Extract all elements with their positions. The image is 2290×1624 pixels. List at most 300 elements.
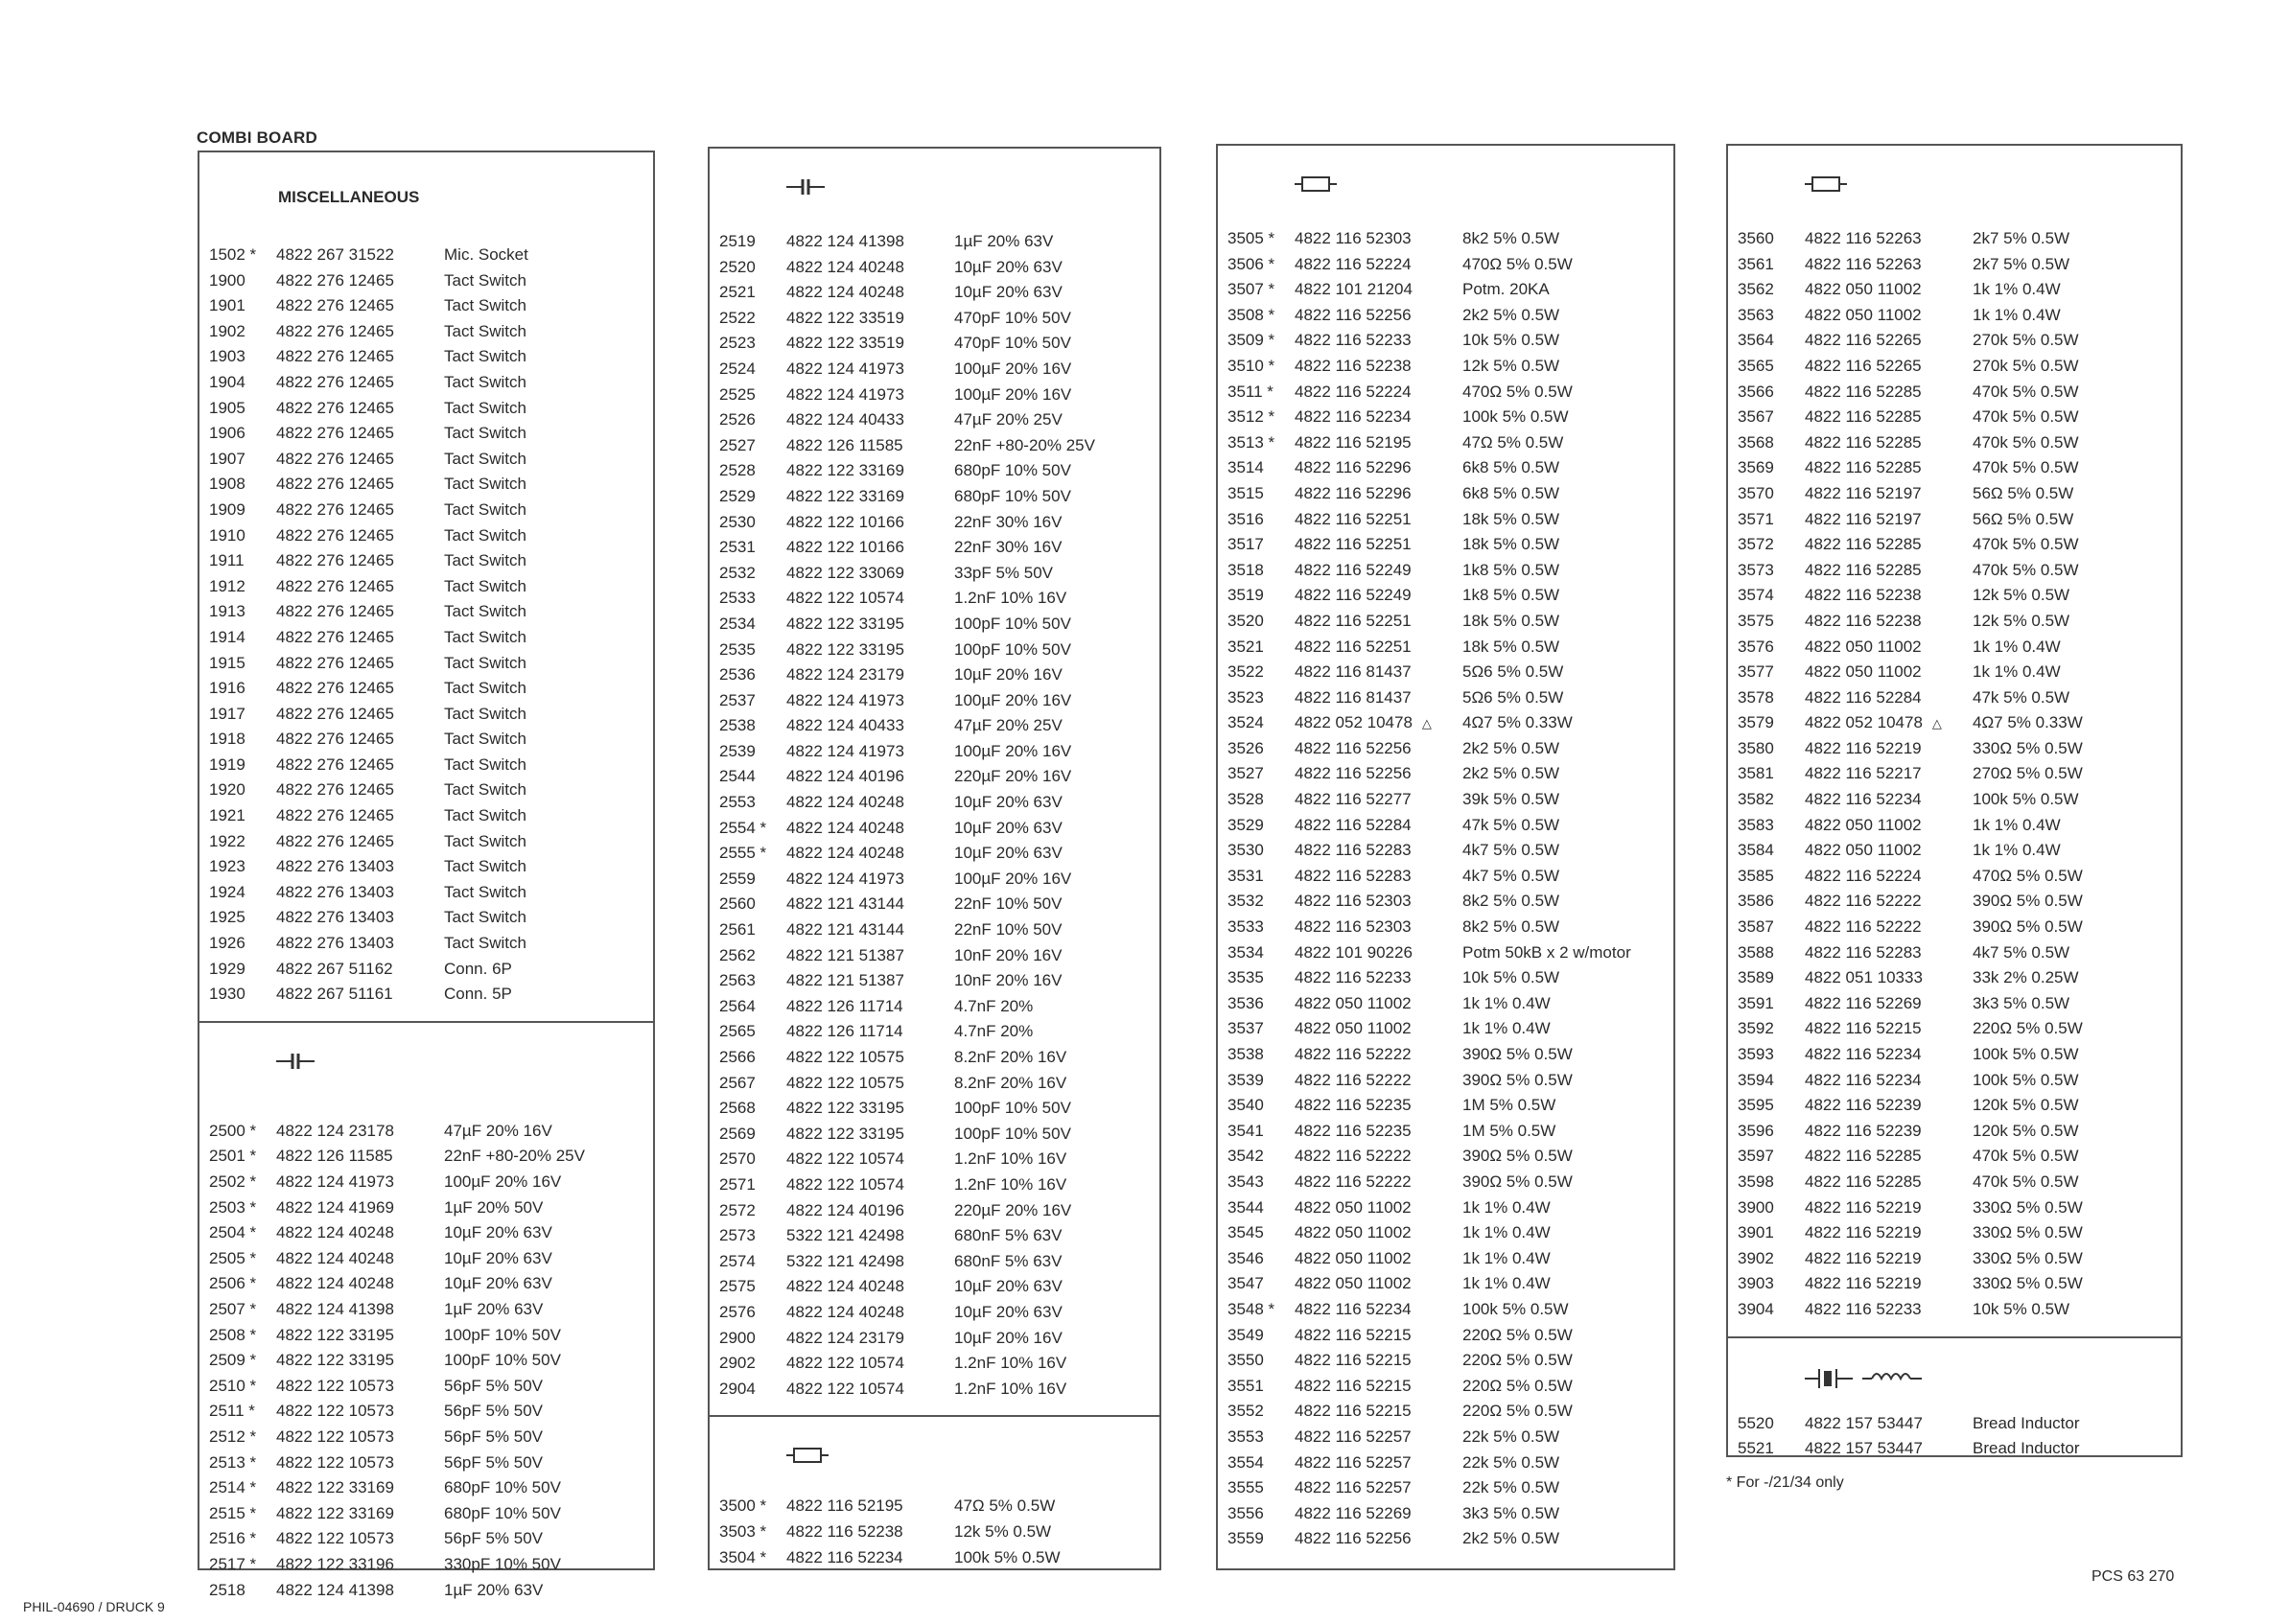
- part-number: 4822 116 52285: [1805, 560, 1922, 579]
- item-number: 3577: [1738, 662, 1774, 682]
- table-row: [1218, 1246, 1673, 1272]
- description: 220Ω 5% 0.5W: [1462, 1325, 1573, 1344]
- table-row: [710, 510, 1159, 536]
- table-row: [710, 994, 1159, 1020]
- table-row: [199, 523, 653, 549]
- description: 2k2 5% 0.5W: [1462, 738, 1560, 757]
- part-number: 4822 122 33195: [786, 1099, 904, 1118]
- part-number: 4822 050 11002: [1805, 280, 1922, 299]
- item-number: 3561: [1738, 254, 1774, 273]
- description: Tact Switch: [444, 730, 526, 749]
- description: 680pF 10% 50V: [444, 1478, 561, 1497]
- item-number: 2510 *: [209, 1376, 257, 1395]
- table-row: [199, 1195, 653, 1221]
- part-number: 4822 116 52215: [1805, 1019, 1922, 1038]
- description: 22k 5% 0.5W: [1462, 1452, 1560, 1472]
- item-number: 3504 *: [719, 1547, 767, 1566]
- table-row: [1728, 583, 2181, 609]
- description: 10µF 20% 63V: [444, 1248, 552, 1267]
- part-number: 4822 116 52224: [1805, 866, 1922, 885]
- part-number: 4822 121 51387: [786, 971, 904, 990]
- table-row: [710, 407, 1159, 433]
- part-number: 4822 116 52251: [1295, 509, 1412, 528]
- description: 100pF 10% 50V: [954, 1099, 1071, 1118]
- item-number: 3534: [1227, 942, 1264, 962]
- item-number: 3530: [1227, 841, 1264, 860]
- description: 100pF 10% 50V: [954, 639, 1071, 659]
- table-row: [710, 280, 1159, 306]
- description: Tact Switch: [444, 602, 526, 621]
- description: 1k8 5% 0.5W: [1462, 586, 1560, 605]
- table-row: [1728, 710, 2181, 736]
- table-row: [199, 651, 653, 677]
- item-number: 3565: [1738, 356, 1774, 375]
- item-number: 3518: [1227, 560, 1264, 579]
- description: 390Ω 5% 0.5W: [1462, 1172, 1573, 1191]
- table-row: [199, 777, 653, 803]
- table-row: [199, 1501, 653, 1527]
- part-number: 4822 276 12465: [276, 499, 394, 519]
- part-number: 4822 126 11714: [786, 996, 903, 1015]
- part-number: 4822 267 31522: [276, 245, 394, 264]
- table-row: [1218, 1093, 1673, 1119]
- part-number: 4822 116 52219: [1805, 1223, 1922, 1242]
- table-row: [710, 662, 1159, 688]
- part-number: 4822 122 10166: [786, 512, 904, 531]
- item-number: 3526: [1227, 738, 1264, 757]
- table-row: [199, 854, 653, 880]
- part-number: 4822 122 10573: [276, 1376, 394, 1395]
- part-number: 4822 116 52219: [1805, 1248, 1922, 1267]
- part-number: 4822 116 81437: [1295, 662, 1412, 682]
- table-row: [710, 255, 1159, 281]
- part-number: 4822 122 10166: [786, 538, 904, 557]
- part-number: 4822 116 52263: [1805, 254, 1922, 273]
- description: 390Ω 5% 0.5W: [1462, 1147, 1573, 1166]
- part-number: 4822 116 52222: [1805, 917, 1922, 937]
- item-number: 1929: [209, 959, 245, 978]
- part-number: 4822 124 40248: [276, 1223, 394, 1242]
- description: Tact Switch: [444, 806, 526, 825]
- table-row: [1728, 277, 2181, 303]
- part-number: 4822 124 40248: [276, 1248, 394, 1267]
- item-number: 3546: [1227, 1248, 1264, 1267]
- item-number: 3538: [1227, 1045, 1264, 1063]
- table-row: [710, 968, 1159, 994]
- part-number: 4822 276 12465: [276, 704, 394, 723]
- part-number: 4822 122 10574: [786, 589, 904, 608]
- description: Tact Switch: [444, 398, 526, 417]
- description: 680pF 10% 50V: [954, 486, 1071, 505]
- table-row: [710, 383, 1159, 408]
- footer-left: PHIL-04690 / DRUCK 9: [23, 1599, 165, 1614]
- table-row: [199, 396, 653, 422]
- table-row: [1728, 1042, 2181, 1068]
- table-row: [710, 1071, 1159, 1097]
- item-number: 2553: [719, 793, 756, 812]
- part-number: 4822 050 11002: [1295, 993, 1412, 1012]
- item-number: 2515 *: [209, 1503, 257, 1522]
- resistor-table-3: [1728, 226, 2181, 1323]
- description: 10µF 20% 63V: [954, 818, 1063, 837]
- description: 2k2 5% 0.5W: [1462, 305, 1560, 324]
- description: 10µF 20% 63V: [954, 283, 1063, 302]
- table-row: [1728, 1297, 2181, 1323]
- description: 1.2nF 10% 16V: [954, 1174, 1067, 1194]
- table-row: [1218, 761, 1673, 787]
- description: 100pF 10% 50V: [444, 1325, 561, 1344]
- description: 1k 1% 0.4W: [1973, 637, 2061, 656]
- table-row: [199, 982, 653, 1008]
- description: 8.2nF 20% 16V: [954, 1048, 1067, 1066]
- item-number: 3507 *: [1227, 280, 1275, 299]
- part-number: 4822 124 40248: [786, 1302, 904, 1321]
- description: 47µF 20% 25V: [954, 716, 1063, 735]
- description: 1k8 5% 0.5W: [1462, 560, 1560, 579]
- part-number: 4822 050 11002: [1295, 1197, 1412, 1217]
- item-number: 2573: [719, 1226, 756, 1245]
- description: 1M 5% 0.5W: [1462, 1096, 1556, 1115]
- description: 47k 5% 0.5W: [1462, 815, 1560, 834]
- description: 100k 5% 0.5W: [954, 1547, 1061, 1566]
- table-row: [710, 1019, 1159, 1045]
- item-number: 1926: [209, 934, 245, 953]
- description: 1k 1% 0.4W: [1973, 305, 2061, 324]
- item-number: 1910: [209, 525, 245, 545]
- item-number: 3571: [1738, 509, 1774, 528]
- table-row: [1728, 1436, 2181, 1462]
- part-number: 4822 124 40248: [786, 257, 904, 276]
- table-row: [710, 943, 1159, 969]
- misc-section-header: [199, 152, 653, 223]
- description: 4Ω7 5% 0.33W: [1973, 713, 2083, 732]
- item-number: 3541: [1227, 1121, 1264, 1140]
- item-number: 2525: [719, 384, 756, 404]
- description: 22nF 30% 16V: [954, 538, 1063, 557]
- description: 1k 1% 0.4W: [1973, 662, 2061, 682]
- table-row: [199, 344, 653, 370]
- item-number: 2560: [719, 894, 756, 914]
- part-number: 4822 101 21204: [1295, 280, 1413, 299]
- item-number: 2566: [719, 1048, 756, 1066]
- description: 1.2nF 10% 16V: [954, 1354, 1067, 1373]
- item-number: 2530: [719, 512, 756, 531]
- description: 470k 5% 0.5W: [1973, 1147, 2079, 1166]
- item-number: 3569: [1738, 458, 1774, 477]
- description: 220µF 20% 16V: [954, 767, 1072, 786]
- part-number: 4822 122 33519: [786, 334, 904, 353]
- description: 10µF 20% 63V: [954, 1277, 1063, 1296]
- item-number: 3563: [1738, 305, 1774, 324]
- description: 12k 5% 0.5W: [1973, 611, 2070, 630]
- part-number: 4822 116 52239: [1805, 1121, 1922, 1140]
- item-number: 1915: [209, 653, 245, 672]
- table-row: [710, 535, 1159, 561]
- description: 18k 5% 0.5W: [1462, 611, 1560, 630]
- part-number: 4822 116 52233: [1295, 968, 1412, 987]
- description: 18k 5% 0.5W: [1462, 509, 1560, 528]
- part-number: 4822 116 52285: [1805, 432, 1922, 452]
- item-number: 3595: [1738, 1096, 1774, 1115]
- part-number: 4822 116 52238: [1805, 586, 1922, 605]
- table-row: [1218, 558, 1673, 584]
- description: Tact Switch: [444, 679, 526, 698]
- column-4: [1726, 144, 2183, 1457]
- item-number: 3901: [1738, 1223, 1774, 1242]
- part-number: 4822 276 12465: [276, 806, 394, 825]
- item-number: 3523: [1227, 687, 1264, 707]
- part-number: 4822 050 11002: [1295, 1019, 1412, 1038]
- description: 56Ω 5% 0.5W: [1973, 509, 2074, 528]
- item-number: 1924: [209, 882, 245, 901]
- part-number: 4822 276 12465: [276, 270, 394, 290]
- description: Conn. 6P: [444, 959, 512, 978]
- description: 22nF +80-20% 25V: [954, 435, 1095, 454]
- item-number: 3553: [1227, 1427, 1264, 1446]
- item-number: 2536: [719, 665, 756, 684]
- part-number: 4822 116 52219: [1805, 1274, 1922, 1293]
- description: 220µF 20% 16V: [954, 1200, 1072, 1219]
- part-number: 4822 124 40248: [276, 1274, 394, 1293]
- table-row: [1218, 507, 1673, 533]
- description: 470Ω 5% 0.5W: [1462, 382, 1573, 401]
- description: 2k2 5% 0.5W: [1462, 1529, 1560, 1548]
- part-number: 4822 116 52235: [1295, 1121, 1412, 1140]
- part-number: 4822 116 52256: [1295, 764, 1412, 783]
- table-row: [199, 1119, 653, 1145]
- table-row: [1218, 1450, 1673, 1476]
- part-number: 4822 122 33195: [786, 614, 904, 633]
- item-number: 1904: [209, 372, 245, 391]
- item-number: 2512 *: [209, 1427, 257, 1446]
- part-number: 4822 122 10573: [276, 1529, 394, 1548]
- item-number: 3586: [1738, 892, 1774, 911]
- table-row: [1218, 685, 1673, 711]
- description: 470pF 10% 50V: [954, 308, 1071, 327]
- table-row: [710, 1545, 1159, 1571]
- table-row: [710, 1223, 1159, 1249]
- table-row: [1218, 1425, 1673, 1450]
- part-number: 4822 116 52239: [1805, 1096, 1922, 1115]
- item-number: 3529: [1227, 815, 1264, 834]
- item-number: 2567: [719, 1073, 756, 1092]
- table-row: [1728, 787, 2181, 813]
- table-row: [1218, 1526, 1673, 1552]
- table-row: [1218, 813, 1673, 839]
- item-number: 2564: [719, 996, 756, 1015]
- table-row: [199, 1552, 653, 1578]
- description: 1.2nF 10% 16V: [954, 589, 1067, 608]
- part-number: 4822 116 52285: [1805, 1147, 1922, 1166]
- description: 100pF 10% 50V: [954, 614, 1071, 633]
- item-number: 2555 *: [719, 844, 767, 863]
- part-number: 4822 126 11714: [786, 1022, 903, 1041]
- item-number: 2900: [719, 1328, 756, 1347]
- table-row: [710, 484, 1159, 510]
- table-row: [1728, 507, 2181, 533]
- table-row: [1728, 761, 2181, 787]
- description: 680nF 5% 63V: [954, 1226, 1063, 1245]
- item-number: 2570: [719, 1149, 756, 1169]
- table-row: [710, 764, 1159, 790]
- description: Tact Switch: [444, 627, 526, 646]
- part-number: 4822 116 52234: [1805, 790, 1922, 809]
- part-number: 4822 116 52222: [1295, 1070, 1412, 1089]
- table-row: [1218, 736, 1673, 762]
- part-number: 4822 122 10574: [786, 1149, 904, 1169]
- part-number: 4822 116 52219: [1805, 738, 1922, 757]
- description: 3k3 5% 0.5W: [1973, 993, 2070, 1012]
- item-number: 2571: [719, 1174, 756, 1194]
- description: 220Ω 5% 0.5W: [1462, 1376, 1573, 1395]
- table-row: [199, 1399, 653, 1425]
- capacitor-table-2: [710, 229, 1159, 1402]
- misc-section-label: MISCELLANEOUS: [278, 188, 420, 206]
- part-number: 4822 276 12465: [276, 321, 394, 340]
- item-number: 1919: [209, 754, 245, 774]
- table-row: [1218, 1348, 1673, 1374]
- table-row: [1218, 277, 1673, 303]
- table-row: [199, 472, 653, 498]
- description: 2k2 5% 0.5W: [1462, 764, 1560, 783]
- part-number: 4822 122 10573: [276, 1402, 394, 1421]
- item-number: 3568: [1738, 432, 1774, 452]
- item-number: 2500 *: [209, 1121, 257, 1140]
- part-number: 4822 122 10573: [276, 1427, 394, 1446]
- description: 22nF 10% 50V: [954, 920, 1063, 940]
- table-row: [1728, 1220, 2181, 1246]
- part-number: 4822 116 52249: [1295, 586, 1412, 605]
- part-number: 4822 116 52251: [1295, 611, 1412, 630]
- item-number: 3537: [1227, 1019, 1264, 1038]
- table-row: [1728, 635, 2181, 661]
- item-number: 3552: [1227, 1402, 1264, 1421]
- part-number: 4822 116 52277: [1295, 790, 1412, 809]
- description: 5Ω6 5% 0.5W: [1462, 662, 1564, 682]
- item-number: 3527: [1227, 764, 1264, 783]
- table-row: [1728, 328, 2181, 354]
- part-number: 4822 276 12465: [276, 831, 394, 850]
- item-number: 3581: [1738, 764, 1774, 783]
- part-number: 4822 276 12465: [276, 653, 394, 672]
- table-row: [1218, 1297, 1673, 1323]
- part-number: 4822 124 40248: [786, 844, 904, 863]
- description: Tact Switch: [444, 754, 526, 774]
- table-row: [199, 1297, 653, 1323]
- description: 100k 5% 0.5W: [1973, 1070, 2079, 1089]
- description: 1k 1% 0.4W: [1973, 280, 2061, 299]
- table-row: [1218, 660, 1673, 685]
- description: 10k 5% 0.5W: [1462, 331, 1560, 350]
- item-number: 1930: [209, 985, 245, 1004]
- table-row: [1218, 1170, 1673, 1195]
- table-row: [199, 293, 653, 319]
- item-number: 3576: [1738, 637, 1774, 656]
- part-number: 4822 116 52257: [1295, 1478, 1412, 1497]
- item-number: 2509 *: [209, 1351, 257, 1370]
- table-row: [1728, 430, 2181, 456]
- part-number: 4822 116 52219: [1805, 1197, 1922, 1217]
- description: 33k 2% 0.25W: [1973, 968, 2079, 987]
- item-number: 3528: [1227, 790, 1264, 809]
- part-number: 4822 116 52215: [1295, 1402, 1412, 1421]
- part-number: 4822 116 52303: [1295, 229, 1412, 247]
- item-number: 1905: [209, 398, 245, 417]
- table-row: [199, 676, 653, 702]
- description: 56pF 5% 50V: [444, 1529, 544, 1548]
- table-row: [710, 1300, 1159, 1326]
- item-number: 2559: [719, 869, 756, 888]
- table-row: [199, 498, 653, 523]
- item-number: 1908: [209, 475, 245, 494]
- description: 1M 5% 0.5W: [1462, 1121, 1556, 1140]
- part-number: 4822 116 52251: [1295, 637, 1412, 656]
- item-number: 2531: [719, 538, 756, 557]
- table-row: [199, 1220, 653, 1246]
- description: 1k 1% 0.4W: [1462, 1274, 1551, 1293]
- table-row: [1218, 1323, 1673, 1349]
- description: 100µF 20% 16V: [954, 690, 1072, 709]
- table-row: [1728, 838, 2181, 864]
- description: 8k2 5% 0.5W: [1462, 229, 1560, 247]
- description: Tact Switch: [444, 296, 526, 315]
- item-number: 3584: [1738, 841, 1774, 860]
- item-number: 1921: [209, 806, 245, 825]
- part-number: 4822 121 43144: [786, 920, 904, 940]
- description: 100µF 20% 16V: [444, 1172, 562, 1191]
- part-number: 4822 124 23178: [276, 1121, 394, 1140]
- part-number: 4822 276 12465: [276, 398, 394, 417]
- part-number: 4822 116 52197: [1805, 483, 1922, 502]
- part-number: 4822 124 41973: [786, 869, 904, 888]
- table-row: [1728, 405, 2181, 430]
- description: 22nF +80-20% 25V: [444, 1147, 585, 1166]
- part-number: 4822 276 12465: [276, 627, 394, 646]
- part-number: 4822 116 52234: [1805, 1045, 1922, 1063]
- item-number: 3508 *: [1227, 305, 1275, 324]
- table-row: [710, 357, 1159, 383]
- description: 8k2 5% 0.5W: [1462, 892, 1560, 911]
- table-row: [199, 1374, 653, 1400]
- item-number: 3531: [1227, 866, 1264, 885]
- part-number: 4822 116 52197: [1805, 509, 1922, 528]
- table-row: [1218, 1501, 1673, 1527]
- table-row: [199, 905, 653, 931]
- description: 100pF 10% 50V: [954, 1124, 1071, 1143]
- description: 10µF 20% 63V: [954, 1302, 1063, 1321]
- description: Tact Switch: [444, 372, 526, 391]
- table-row: [710, 1377, 1159, 1403]
- item-number: 5521: [1738, 1439, 1774, 1458]
- table-row: [1218, 838, 1673, 864]
- table-row: [199, 803, 653, 829]
- part-number: 4822 050 11002: [1295, 1248, 1412, 1267]
- table-row: [710, 790, 1159, 816]
- resistor-section-header: [710, 1417, 1159, 1484]
- table-row: [1218, 583, 1673, 609]
- description: 470k 5% 0.5W: [1973, 458, 2079, 477]
- description: 56pF 5% 50V: [444, 1402, 544, 1421]
- table-row: [1218, 965, 1673, 991]
- resistor-symbol-icon: [1805, 174, 1847, 194]
- description: 100k 5% 0.5W: [1462, 1299, 1569, 1318]
- description: 100pF 10% 50V: [444, 1351, 561, 1370]
- description: Potm 50kB x 2 w/motor: [1462, 942, 1631, 962]
- part-number: 4822 276 12465: [276, 424, 394, 443]
- part-number: 4822 116 52215: [1295, 1351, 1412, 1370]
- item-number: 3588: [1738, 942, 1774, 962]
- table-row: [710, 892, 1159, 917]
